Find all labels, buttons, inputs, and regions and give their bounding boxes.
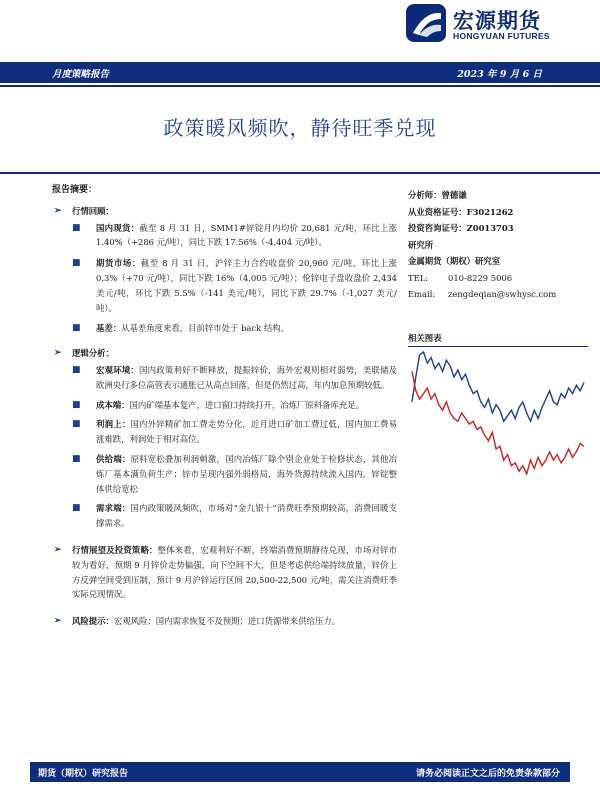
page-title: 政策暖风频吹，静待旺季兑现	[163, 116, 437, 140]
summary-title: 报告摘要：	[52, 185, 98, 195]
logo-name-en: HONGYUAN FUTURES	[453, 31, 550, 41]
risk-section	[52, 614, 397, 629]
report-summary	[52, 183, 397, 629]
item-head: 成本端：	[96, 399, 130, 410]
item-head: 宏观环境：	[96, 364, 140, 375]
institute: 研究所	[408, 239, 434, 250]
related-chart-divider	[408, 346, 588, 347]
tel-value: 010-8229 5006	[448, 272, 513, 283]
outlook-head: 行情展望及投资策略：	[72, 544, 158, 555]
series-line-1	[412, 371, 584, 474]
logic-title: 逻辑分析：	[72, 348, 114, 359]
item-text: 国内矿端基本复产，进口窗口持续打开，冶炼厂原料备库充足。	[129, 399, 364, 410]
square-bullet-icon: ■	[72, 453, 81, 464]
list-item	[52, 452, 397, 496]
square-bullet-icon: ■	[72, 258, 81, 269]
item-text: 国内政策暖风频吹，市场对“金九银十”消费旺季预期较高，消费回暖支撑需求。	[96, 503, 398, 529]
outlook-section	[52, 543, 397, 602]
footer-bar	[30, 762, 570, 782]
item-text: 截至 8 月 31 日，沪锌主力合约收盘价 20,960 元/吨，环比上涨 0.3%（+70 元/吨），同比下跌 16%（4,005 元/吨）；伦锌电子盘收盘价 2,434 美元/吨，环比下跌 5.5%（-141 美元/吨），同比下跌 29.7%（-1,027 美元/吨）。	[96, 258, 397, 313]
square-bullet-icon: ■	[72, 399, 81, 410]
email-link[interactable]: zengdeqian@swhysc.com	[448, 289, 557, 299]
department: 金属期货（期权）研究室	[408, 256, 501, 266]
item-text: 原料宽松叠加利润刺激，国内冶炼厂除个别企业处于检修状态，其他冶炼厂基本满负荷生产；锌市呈现内强外弱格局，海外货源持续流入国内，锌锭整体供给宽松	[96, 453, 398, 494]
report-type: 月度策略报告	[52, 69, 110, 80]
arrow-bullet-icon: ➢	[54, 205, 62, 216]
square-bullet-icon: ■	[72, 503, 81, 514]
list-item	[52, 501, 397, 531]
logo-name-zh: 宏源期货	[453, 9, 541, 33]
header-divider	[0, 85, 600, 87]
square-bullet-icon: ■	[72, 364, 81, 375]
review-title: 行情回顾：	[72, 205, 114, 216]
footer-left: 期货（期权）研究报告	[38, 769, 129, 779]
arrow-bullet-icon: ➢	[54, 544, 62, 555]
list-item	[52, 321, 397, 336]
list-item	[52, 363, 397, 393]
square-bullet-icon: ■	[72, 222, 81, 233]
item-head: 期货市场：	[96, 258, 141, 269]
item-head: 基差：	[96, 323, 122, 334]
risk-head: 风险提示：	[72, 616, 114, 627]
risk-text: 宏观风险；国内需求恢复不及预期；进口货源带来供给压力。	[113, 616, 340, 627]
arrow-bullet-icon: ➢	[54, 348, 62, 359]
logo-emblem-icon	[405, 3, 449, 45]
analyst-info	[408, 187, 588, 303]
list-item	[52, 256, 397, 315]
square-bullet-icon: ■	[72, 323, 81, 334]
header-bar	[0, 62, 600, 83]
series-line-0	[412, 352, 584, 421]
review-section	[52, 204, 397, 219]
company-logo	[405, 3, 565, 45]
qualification-number: 从业资格证号：F3021262	[408, 206, 514, 217]
footer-disclaimer: 请务必阅读正文之后的免责条款部分	[415, 769, 560, 779]
list-item	[52, 221, 397, 251]
list-item	[52, 398, 397, 413]
title-divider	[0, 172, 600, 174]
item-head: 利润上：	[96, 419, 131, 430]
item-text: 国内政策利好不断释放，提振锌价，海外宏观则相对弱势，美联储及欧洲央行多位高管表示通胀已从高点回落，但是仍然过高，年内加息预期较低。	[96, 364, 398, 390]
logic-section	[52, 346, 397, 361]
list-item	[52, 417, 397, 447]
related-chart-title: 相关图表	[408, 333, 442, 343]
item-head: 供给端：	[96, 453, 131, 464]
item-head: 国内现货：	[96, 222, 140, 233]
item-text: 截至 8 月 31 日，SMM1#锌锭月内均价 20,681 元/吨，环比上涨 1.40%（+286 元/吨），同比下跌 17.56%（-4,404 元/吨）。	[96, 222, 397, 248]
report-date: 2023 年 9 月 6 日	[457, 69, 542, 80]
square-bullet-icon: ■	[72, 419, 81, 430]
email-label: Email:	[408, 289, 436, 299]
analyst-name: 分析师：曾德谦	[408, 190, 467, 200]
item-head: 需求端：	[96, 503, 131, 514]
item-text: 国内外锌精矿加工费走势分化，近月进口矿加工费过低，国内加工费易涨难跌，利润处于相对高位。	[96, 419, 398, 445]
related-line-chart	[408, 348, 588, 478]
arrow-bullet-icon: ➢	[54, 616, 62, 627]
consult-number: 投资咨询证号：Z0013703	[408, 223, 514, 233]
outlook-text: 整体来看，宏观利好不断，终端消费预期静待兑现，市场对锌市较为看好，预期 9 月锌价走势偏强，向下空间不大，但是考虑供给端持续放量，锌价上方反弹空间受到压制，预计 9 月沪锌运行区间 20,500-22,500 元/吨，需关注消费旺季实际兑现情况。	[72, 544, 398, 600]
tel-label: TEL:	[408, 272, 429, 283]
item-text: 从基差角度来看，目前锌市处于 back 结构。	[121, 323, 289, 334]
